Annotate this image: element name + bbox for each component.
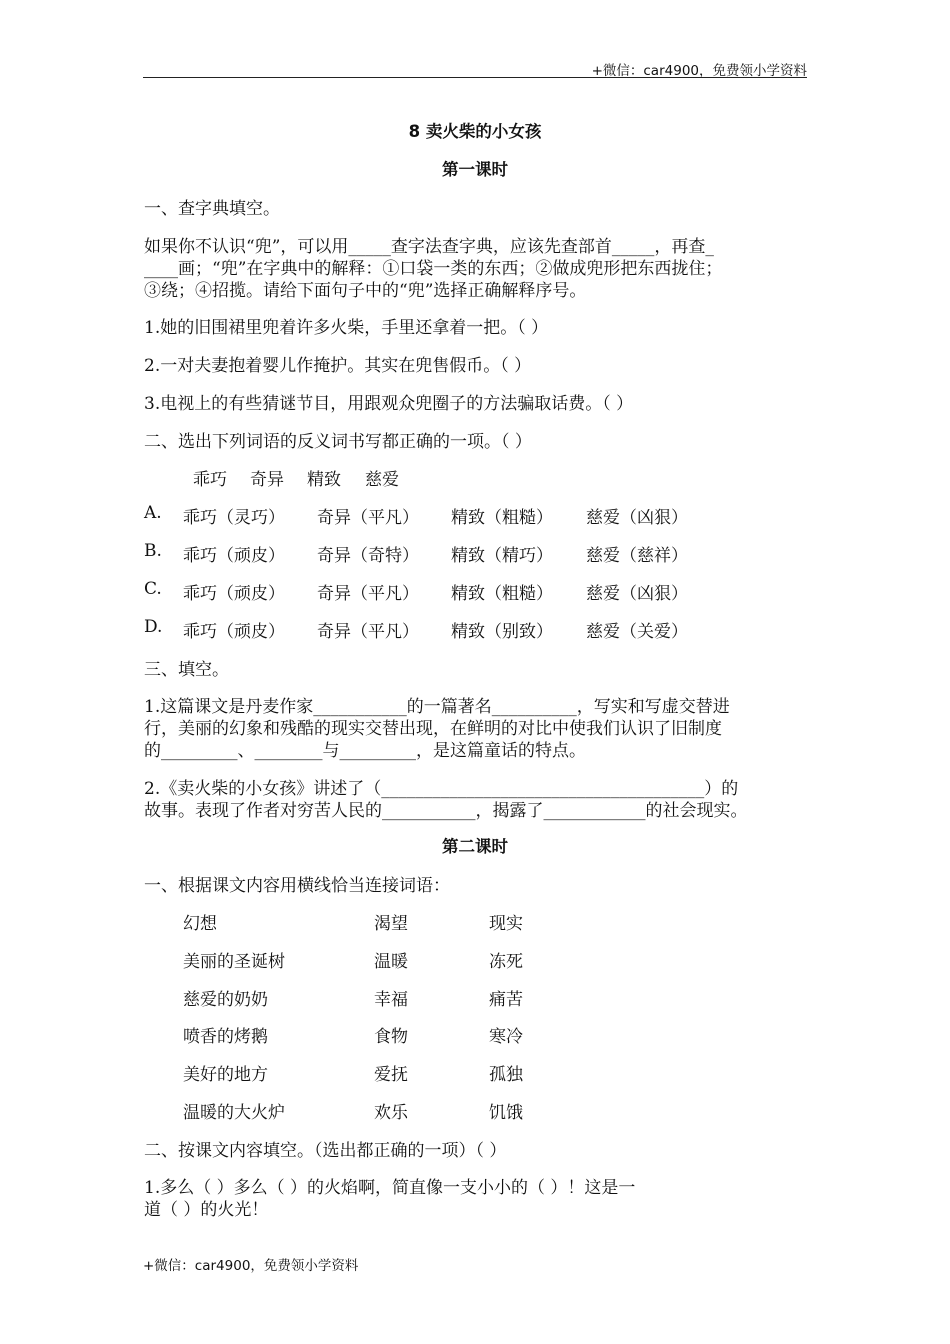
page-footer: +微信：car4900，免费领小学资料 [143,1258,359,1274]
option-b-label: B. [144,541,162,561]
l1-s3-q2-line2: 故事。表现了作者对穷苦人民的___________，揭露了____________的社会现实。 [144,801,748,821]
match-col2-item-4: 食物 [374,1027,408,1047]
match-col3-item-5: 孤独 [489,1065,523,1085]
l2-s2-q1-line2: 道（ ）的火光！ [144,1200,269,1220]
option-d-item-4: 慈爱（关爱） [586,622,688,642]
option-a-item-4: 慈爱（凶狠） [586,508,688,528]
l1-s3-title: 三、填空。 [144,660,229,680]
option-c-label: C. [144,579,162,599]
option-c-item-2: 奇异（平凡） [317,584,419,604]
option-a-item-3: 精致（粗糙） [451,508,553,528]
l2-s2-q1-line1: 1.多么（ ）多么（ ）的火焰啊，简直像一支小小的（ ）！这是一 [144,1178,636,1198]
match-col2-item-5: 爱抚 [374,1065,408,1085]
option-b-item-4: 慈爱（慈祥） [586,546,688,566]
option-b-item-2: 奇异（奇特） [317,546,419,566]
match-col1-item-4: 喷香的烤鹅 [183,1027,268,1047]
option-a-item-2: 奇异（平凡） [317,508,419,528]
word-4: 慈爱 [365,470,399,490]
l1-s3-q2-line1: 2.《卖火柴的小女孩》讲述了（______________________________________）的 [144,779,739,799]
l1-s3-q1-line2: 行，美丽的幻象和残酷的现实交替出现，在鲜明的对比中使我们认识了旧制度 [144,719,722,739]
match-col1-item-5: 美好的地方 [183,1065,268,1085]
match-col3-item-3: 痛苦 [489,990,523,1010]
match-col2-item-3: 幸福 [374,990,408,1010]
option-d-item-1: 乖巧（顽皮） [183,622,285,642]
l1-s2-title: 二、选出下列词语的反义词书写都正确的一项。（ ） [144,432,532,452]
l1-s1-title: 一、查字典填空。 [144,199,280,219]
l2-s1-title: 一、根据课文内容用横线恰当连接词语： [144,876,450,896]
option-d-label: D. [144,617,163,637]
option-b-item-1: 乖巧（顽皮） [183,546,285,566]
l1-s1-question-3: 3.电视上的有些猜谜节目，用跟观众兜圈子的方法骗取话费。（ ） [144,394,634,414]
option-c-item-1: 乖巧（顽皮） [183,584,285,604]
match-col2-item-1: 渴望 [374,914,408,934]
l1-s1-para-line1: 如果你不认识“兜”，可以用_____查字法查字典，应该先查部首_____，再查_ [144,237,714,257]
option-a-item-1: 乖巧（灵巧） [183,508,285,528]
match-col3-item-1: 现实 [489,914,523,934]
document-title: 8 卖火柴的小女孩 [408,122,542,141]
l2-s2-title: 二、按课文内容填空。（选出都正确的一项）（ ） [144,1141,507,1161]
match-col3-item-6: 饥饿 [489,1103,523,1123]
match-col1-item-1: 幻想 [183,914,217,934]
option-a-label: A. [144,503,162,523]
option-c-item-3: 精致（粗糙） [451,584,553,604]
word-3: 精致 [307,470,341,490]
match-col2-item-6: 欢乐 [374,1103,408,1123]
word-1: 乖巧 [193,470,227,490]
match-col3-item-2: 冻死 [489,952,523,972]
match-col1-item-6: 温暖的大火炉 [183,1103,285,1123]
option-b-item-3: 精致（精巧） [451,546,553,566]
l1-s3-q1-line3: 的_________、________与_________，是这篇童话的特点。 [144,741,586,761]
option-d-item-3: 精致（别致） [451,622,553,642]
option-c-item-4: 慈爱（凶狠） [586,584,688,604]
l1-s3-q1-line1: 1.这篇课文是丹麦作家___________的一篇著名__________，写实和写虚交替进 [144,697,730,717]
l1-s1-question-2: 2.一对夫妻抱着婴儿作掩护。其实在兜售假币。（ ） [144,356,532,376]
header-divider [143,77,807,78]
match-col2-item-2: 温暖 [374,952,408,972]
l1-s1-para-line2: ____画；“兜”在字典中的解释：①口袋一类的东西；②做成兜形把东西拢住； [144,259,723,279]
lesson1-heading: 第一课时 [442,160,508,179]
l1-s1-question-1: 1.她的旧围裙里兜着许多火柴，手里还拿着一把。（ ） [144,318,549,338]
l1-s1-para-line3: ③绕；④招揽。请给下面句子中的“兜”选择正确解释序号。 [144,281,587,301]
match-col1-item-2: 美丽的圣诞树 [183,952,285,972]
lesson2-heading: 第二课时 [442,837,508,856]
page-header: +微信：car4900，免费领小学资料 [591,63,807,79]
match-col1-item-3: 慈爱的奶奶 [183,990,268,1010]
match-col3-item-4: 寒冷 [489,1027,523,1047]
option-d-item-2: 奇异（平凡） [317,622,419,642]
word-2: 奇异 [250,470,284,490]
